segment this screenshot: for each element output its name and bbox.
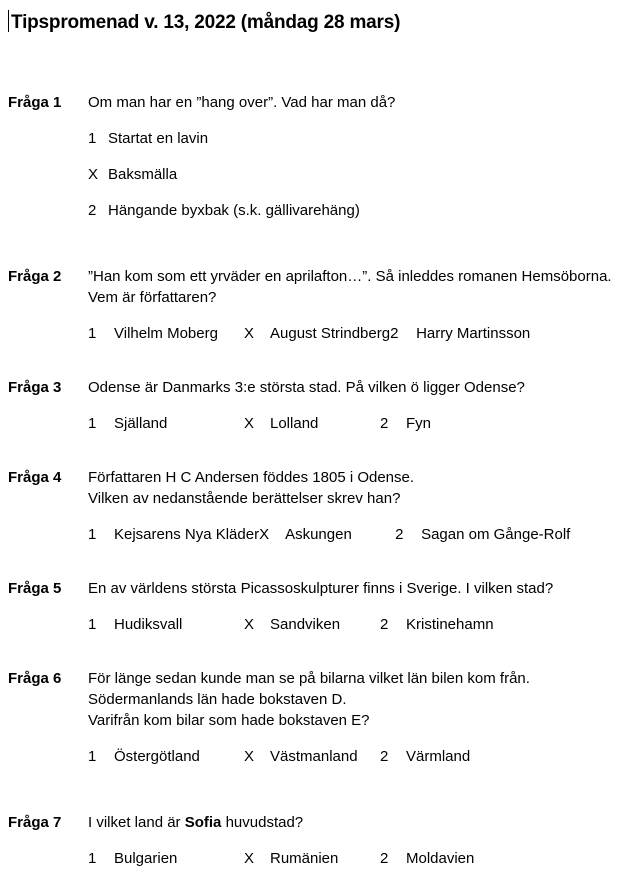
- question-text-line: Vem är författaren?: [88, 289, 217, 306]
- option-text: Kristinehamn: [406, 616, 494, 633]
- answer-options: [88, 128, 620, 221]
- option-marker: 1: [88, 850, 97, 867]
- option-text: August Strindberg: [270, 325, 391, 342]
- answer-option: [395, 524, 570, 545]
- option-text: Sagan om Gånge-Rolf: [421, 526, 571, 543]
- answer-options-row: [88, 524, 620, 545]
- option-marker: X: [88, 166, 99, 183]
- option-text: Hängande byxbak (s.k. gällivarehäng): [108, 202, 360, 219]
- option-marker: 2: [395, 526, 404, 543]
- question-block-5: [8, 578, 620, 635]
- option-text: Moldavien: [406, 850, 475, 867]
- option-text: Västmanland: [270, 748, 358, 765]
- answer-option: [88, 746, 244, 767]
- question-text-line: För länge sedan kunde man se på bilarna vilket län bilen kom från.: [88, 670, 530, 687]
- question-text-line: Södermanlands län hade bokstaven D.: [88, 691, 347, 708]
- answer-option: [88, 413, 244, 434]
- answer-option: [88, 200, 620, 221]
- answer-options-row: [88, 413, 620, 434]
- option-text: Själland: [114, 415, 168, 432]
- option-text: Askungen: [285, 526, 352, 543]
- question-label: Fråga 7: [8, 814, 62, 831]
- question-label: Fråga 2: [8, 268, 62, 285]
- question-text-bold: Sofia: [184, 814, 222, 831]
- question-text-line: En av världens största Picassoskulpturer finns i Sverige. I vilken stad?: [88, 580, 554, 597]
- option-marker: 2: [390, 325, 399, 342]
- option-marker: 1: [88, 748, 97, 765]
- question-label: Fråga 5: [8, 580, 62, 597]
- option-marker: 1: [88, 130, 97, 147]
- question-text-line: Varifrån kom bilar som hade bokstaven E?: [88, 712, 370, 729]
- answer-options-row: [88, 848, 620, 869]
- question-text-line: Odense är Danmarks 3:e största stad. På vilken ö ligger Odense?: [88, 379, 525, 396]
- option-text: Baksmälla: [108, 166, 178, 183]
- option-marker: 2: [380, 850, 389, 867]
- option-marker: X: [244, 748, 255, 765]
- option-text: Östergötland: [114, 748, 200, 765]
- question-block-6: [8, 668, 620, 767]
- document-title-text: Tipspromenad v. 13, 2022 (måndag 28 mars): [11, 12, 401, 33]
- question-label: Fråga 6: [8, 670, 62, 687]
- question-block-2: [8, 266, 620, 344]
- option-text: Sandviken: [270, 616, 341, 633]
- answer-option: [88, 614, 244, 635]
- option-marker: X: [259, 526, 270, 543]
- option-text: Fyn: [406, 415, 432, 432]
- option-marker: X: [244, 850, 255, 867]
- option-marker: 2: [88, 202, 97, 219]
- document-title: [8, 10, 620, 36]
- option-text: Bulgarien: [114, 850, 178, 867]
- answer-option: [244, 746, 380, 767]
- question-block-1: [8, 92, 620, 221]
- option-text: Lolland: [270, 415, 319, 432]
- question-label: Fråga 1: [8, 94, 62, 111]
- answer-options-row: [88, 746, 620, 767]
- answer-options-row: [88, 323, 620, 344]
- answer-option: [380, 746, 470, 767]
- answer-option: [380, 848, 474, 869]
- option-text: Harry Martinsson: [416, 325, 531, 342]
- answer-option: [88, 128, 620, 149]
- option-marker: 1: [88, 325, 97, 342]
- answer-option: [244, 614, 380, 635]
- option-marker: X: [244, 325, 255, 342]
- option-marker: 2: [380, 748, 389, 765]
- answer-option: [88, 524, 259, 545]
- option-text: Vilhelm Moberg: [114, 325, 218, 342]
- answer-option: [380, 413, 431, 434]
- text-cursor-caret: [8, 10, 9, 32]
- answer-option: [244, 413, 380, 434]
- option-marker: 1: [88, 616, 97, 633]
- question-text-line: [88, 812, 620, 833]
- answer-option: [259, 524, 395, 545]
- question-text-line: Författaren H C Andersen föddes 1805 i Odense.: [88, 469, 415, 486]
- option-text: Rumänien: [270, 850, 339, 867]
- question-block-4: [8, 467, 620, 545]
- answer-option: [244, 848, 380, 869]
- answer-option: [88, 848, 244, 869]
- answer-option: [390, 323, 530, 344]
- answer-options-row: [88, 614, 620, 635]
- option-marker: X: [244, 415, 255, 432]
- answer-option: [244, 323, 390, 344]
- question-label: Fråga 4: [8, 469, 62, 486]
- question-block-3: [8, 377, 620, 434]
- option-text: Startat en lavin: [108, 130, 209, 147]
- option-text: Hudiksvall: [114, 616, 183, 633]
- question-label: Fråga 3: [8, 379, 62, 396]
- option-text: Kejsarens Nya Kläder: [114, 526, 260, 543]
- option-marker: 2: [380, 415, 389, 432]
- question-text-line: Vilken av nedanstående berättelser skrev han?: [88, 490, 401, 507]
- question-text-line: ”Han kom som ett yrväder en aprilafton…”. Så inleddes romanen Hemsöborna.: [88, 268, 612, 285]
- answer-option: [380, 614, 494, 635]
- question-text-post: huvudstad?: [221, 814, 304, 831]
- question-block-7: [8, 812, 620, 869]
- option-marker: 1: [88, 526, 97, 543]
- option-marker: 1: [88, 415, 97, 432]
- option-marker: X: [244, 616, 255, 633]
- answer-option: [88, 164, 620, 185]
- question-text-pre: I vilket land är: [88, 814, 185, 831]
- question-text-line: Om man har en ”hang over”. Vad har man då?: [88, 94, 396, 111]
- option-text: Värmland: [406, 748, 471, 765]
- option-marker: 2: [380, 616, 389, 633]
- answer-option: [88, 323, 244, 344]
